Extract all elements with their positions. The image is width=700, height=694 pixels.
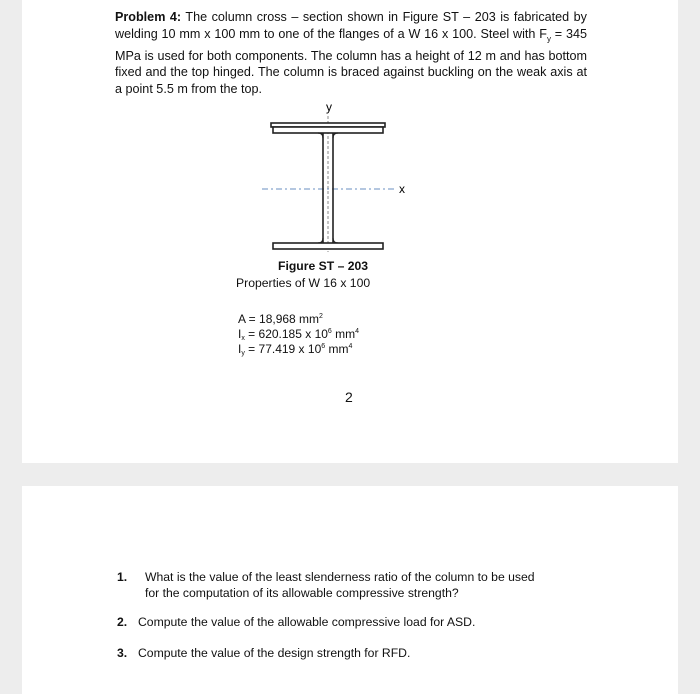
page-number: 2 [345,389,353,405]
y-axis-label: y [326,100,332,114]
question-3-text: Compute the value of the design strength for RFD. [138,646,411,660]
property-iy: $I_y = 77.419$ x $10^6$ $mm^4$ [238,342,353,357]
document-page-2 [22,486,678,694]
property-ix: $I_x = 620.185$ x $10^6$ $mm^4$ [238,327,360,342]
question-1-number: 1. [117,570,128,584]
document-page-1 [22,0,678,463]
bottom-flange [273,243,383,249]
problem-label: Problem 4: [115,10,182,24]
figure-caption: Figure ST – 203 [278,259,369,273]
question-3-number: 3. [117,646,128,660]
question-2-number: 2. [117,615,128,629]
question-2-text: Compute the value of the allowable compressive load for ASD. [138,615,476,629]
top-flange [273,127,383,133]
x-axis-label: x [399,182,405,196]
column-cross-section-figure [22,0,678,300]
property-area: A = 18,968 $mm^2$ [238,312,323,326]
problem-statement: Problem 4: The column cross – section shown in Figure ST – 203 is fabricated by welding 10 mm x 100 mm to one of the flanges of a W 16 x 100. Steel with $F_y = 345$ MPa is used for both components. The column has a height of 12 m and has bottom fixed and the top hinged. The column is braced against buckling on the weak axis at a point 5.5 m from the top. [115,10,587,96]
figure-subcaption: Properties of W 16 x 100 [236,276,371,290]
question-1-text: What is the value of the least slenderness ratio of the column to be used for the computation of its allowable compressive strength? [145,570,535,600]
